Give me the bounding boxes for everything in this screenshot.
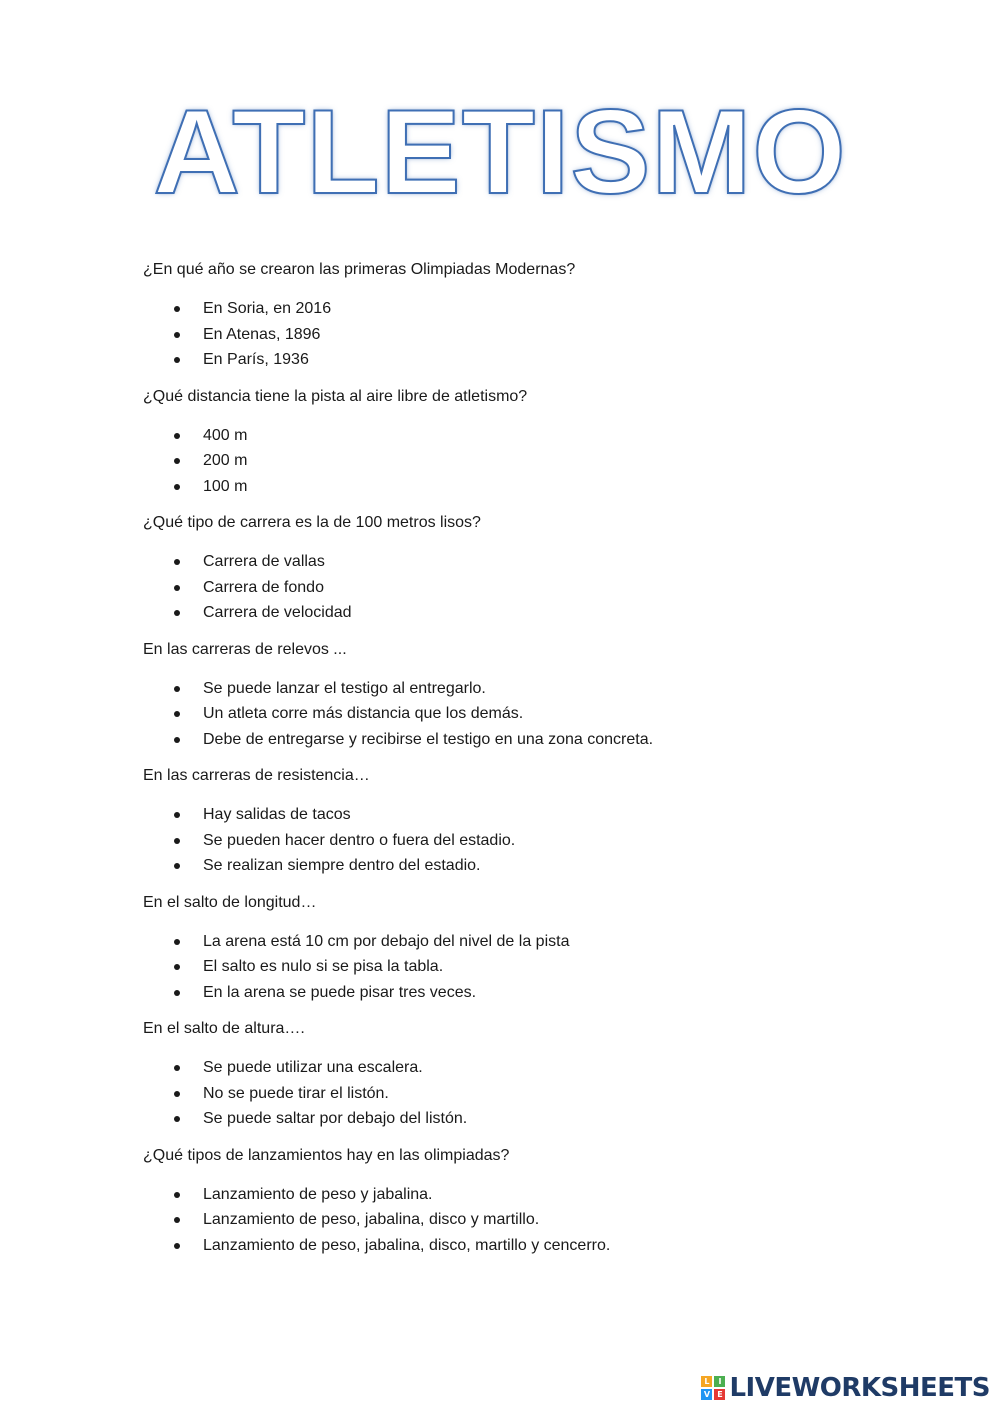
- options-list: [143, 549, 903, 626]
- question-text: En el salto de longitud…: [143, 893, 317, 911]
- question-text: ¿Qué tipo de carrera es la de 100 metros lisos?: [143, 514, 481, 531]
- question-text: En las carreras de resistencia…: [143, 767, 370, 784]
- option-text: Lanzamiento de peso, jabalina, disco, martillo y cencerro.: [203, 1236, 611, 1254]
- option-item[interactable]: [143, 474, 903, 500]
- option-item[interactable]: [143, 727, 903, 753]
- bullet-icon: [174, 1217, 180, 1223]
- option-item[interactable]: [143, 1233, 903, 1259]
- option-text: El salto es nulo si se pisa la tabla.: [203, 958, 444, 975]
- bullet-icon: [174, 433, 180, 439]
- option-text: Lanzamiento de peso, jabalina, disco y martillo.: [203, 1211, 540, 1228]
- option-text: 200 m: [203, 452, 248, 469]
- option-item[interactable]: [143, 853, 903, 879]
- option-text: Debe de entregarse y recibirse el testigo en una zona concreta.: [203, 730, 654, 748]
- logo-mark-tile: E: [714, 1389, 725, 1400]
- liveworksheets-logo: [701, 1373, 990, 1403]
- option-item[interactable]: [143, 954, 903, 980]
- option-item[interactable]: [143, 1106, 903, 1132]
- option-item[interactable]: [143, 1055, 903, 1081]
- bullet-icon: [174, 686, 180, 692]
- logo-mark-tile: L: [701, 1376, 712, 1387]
- quiz-content: [143, 258, 903, 1270]
- option-text: Lanzamiento de peso y jabalina.: [203, 1185, 433, 1203]
- bullet-icon: [174, 484, 180, 490]
- bullet-icon: [174, 1116, 180, 1122]
- bullet-icon: [174, 306, 180, 312]
- option-item[interactable]: [143, 347, 903, 373]
- options-list: [143, 1182, 903, 1259]
- option-item[interactable]: [143, 448, 903, 474]
- bullet-icon: [174, 964, 180, 970]
- option-item[interactable]: [143, 575, 903, 601]
- option-text: 400 m: [203, 426, 248, 444]
- option-text: Carrera de fondo: [203, 578, 324, 596]
- option-item[interactable]: [143, 1207, 903, 1233]
- bullet-icon: [174, 1091, 180, 1097]
- page-title: ATLETISMO: [153, 85, 847, 219]
- option-item[interactable]: [143, 322, 903, 348]
- logo-mark-tile: V: [701, 1389, 712, 1400]
- option-item[interactable]: [143, 828, 903, 854]
- options-list: [143, 423, 903, 500]
- option-text: Se puede lanzar el testigo al entregarlo.: [203, 679, 486, 697]
- option-item[interactable]: [143, 676, 903, 702]
- options-list: [143, 802, 903, 879]
- option-item[interactable]: [143, 802, 903, 828]
- logo-text: LIVEWORKSHEETS: [729, 1373, 990, 1403]
- option-item[interactable]: [143, 549, 903, 575]
- bullet-icon: [174, 458, 180, 464]
- option-text: En Soria, en 2016: [203, 300, 332, 317]
- option-text: Se realizan siempre dentro del estadio.: [203, 857, 481, 874]
- option-item[interactable]: [143, 929, 903, 955]
- option-text: En París, 1936: [203, 351, 309, 368]
- option-text: Se puede saltar por debajo del listón.: [203, 1110, 468, 1127]
- question-text: ¿En qué año se crearon las primeras Olimpiadas Modernas?: [143, 261, 576, 278]
- option-item[interactable]: [143, 600, 903, 626]
- option-text: No se puede tirar el listón.: [203, 1084, 389, 1102]
- bullet-icon: [174, 559, 180, 565]
- bullet-icon: [174, 1243, 180, 1249]
- option-text: La arena está 10 cm por debajo del nivel de la pista: [203, 932, 570, 950]
- question-text: En las carreras de relevos ...: [143, 640, 347, 658]
- question-text: ¿Qué tipos de lanzamientos hay en las olimpiadas?: [143, 1146, 510, 1164]
- option-text: En Atenas, 1896: [203, 325, 321, 343]
- option-item[interactable]: [143, 296, 903, 322]
- option-item[interactable]: [143, 1081, 903, 1107]
- option-text: Se pueden hacer dentro o fuera del estadio.: [203, 831, 516, 849]
- bullet-icon: [174, 1192, 180, 1198]
- options-list: [143, 929, 903, 1006]
- bullet-icon: [174, 939, 180, 945]
- bullet-icon: [174, 737, 180, 743]
- options-list: [143, 296, 903, 373]
- question-text: En el salto de altura….: [143, 1020, 305, 1037]
- bullet-icon: [174, 711, 180, 717]
- logo-mark-icon: [701, 1376, 725, 1400]
- question-text: ¿Qué distancia tiene la pista al aire libre de atletismo?: [143, 387, 528, 405]
- options-list: [143, 676, 903, 753]
- bullet-icon: [174, 585, 180, 591]
- options-list: [143, 1055, 903, 1132]
- option-item[interactable]: [143, 423, 903, 449]
- bullet-icon: [174, 1065, 180, 1071]
- option-text: 100 m: [203, 477, 248, 495]
- bullet-icon: [174, 990, 180, 996]
- option-text: Un atleta corre más distancia que los demás.: [203, 705, 524, 722]
- logo-mark-tile: I: [714, 1376, 725, 1387]
- option-item[interactable]: [143, 1182, 903, 1208]
- option-text: En la arena se puede pisar tres veces.: [203, 983, 477, 1001]
- option-text: Carrera de velocidad: [203, 604, 352, 621]
- option-item[interactable]: [143, 980, 903, 1006]
- bullet-icon: [174, 863, 180, 869]
- bullet-icon: [174, 812, 180, 818]
- bullet-icon: [174, 332, 180, 338]
- option-text: Carrera de vallas: [203, 553, 325, 570]
- option-text: Se puede utilizar una escalera.: [203, 1059, 423, 1076]
- bullet-icon: [174, 357, 180, 363]
- option-item[interactable]: [143, 701, 903, 727]
- bullet-icon: [174, 610, 180, 616]
- bullet-icon: [174, 838, 180, 844]
- option-text: Hay salidas de tacos: [203, 806, 351, 823]
